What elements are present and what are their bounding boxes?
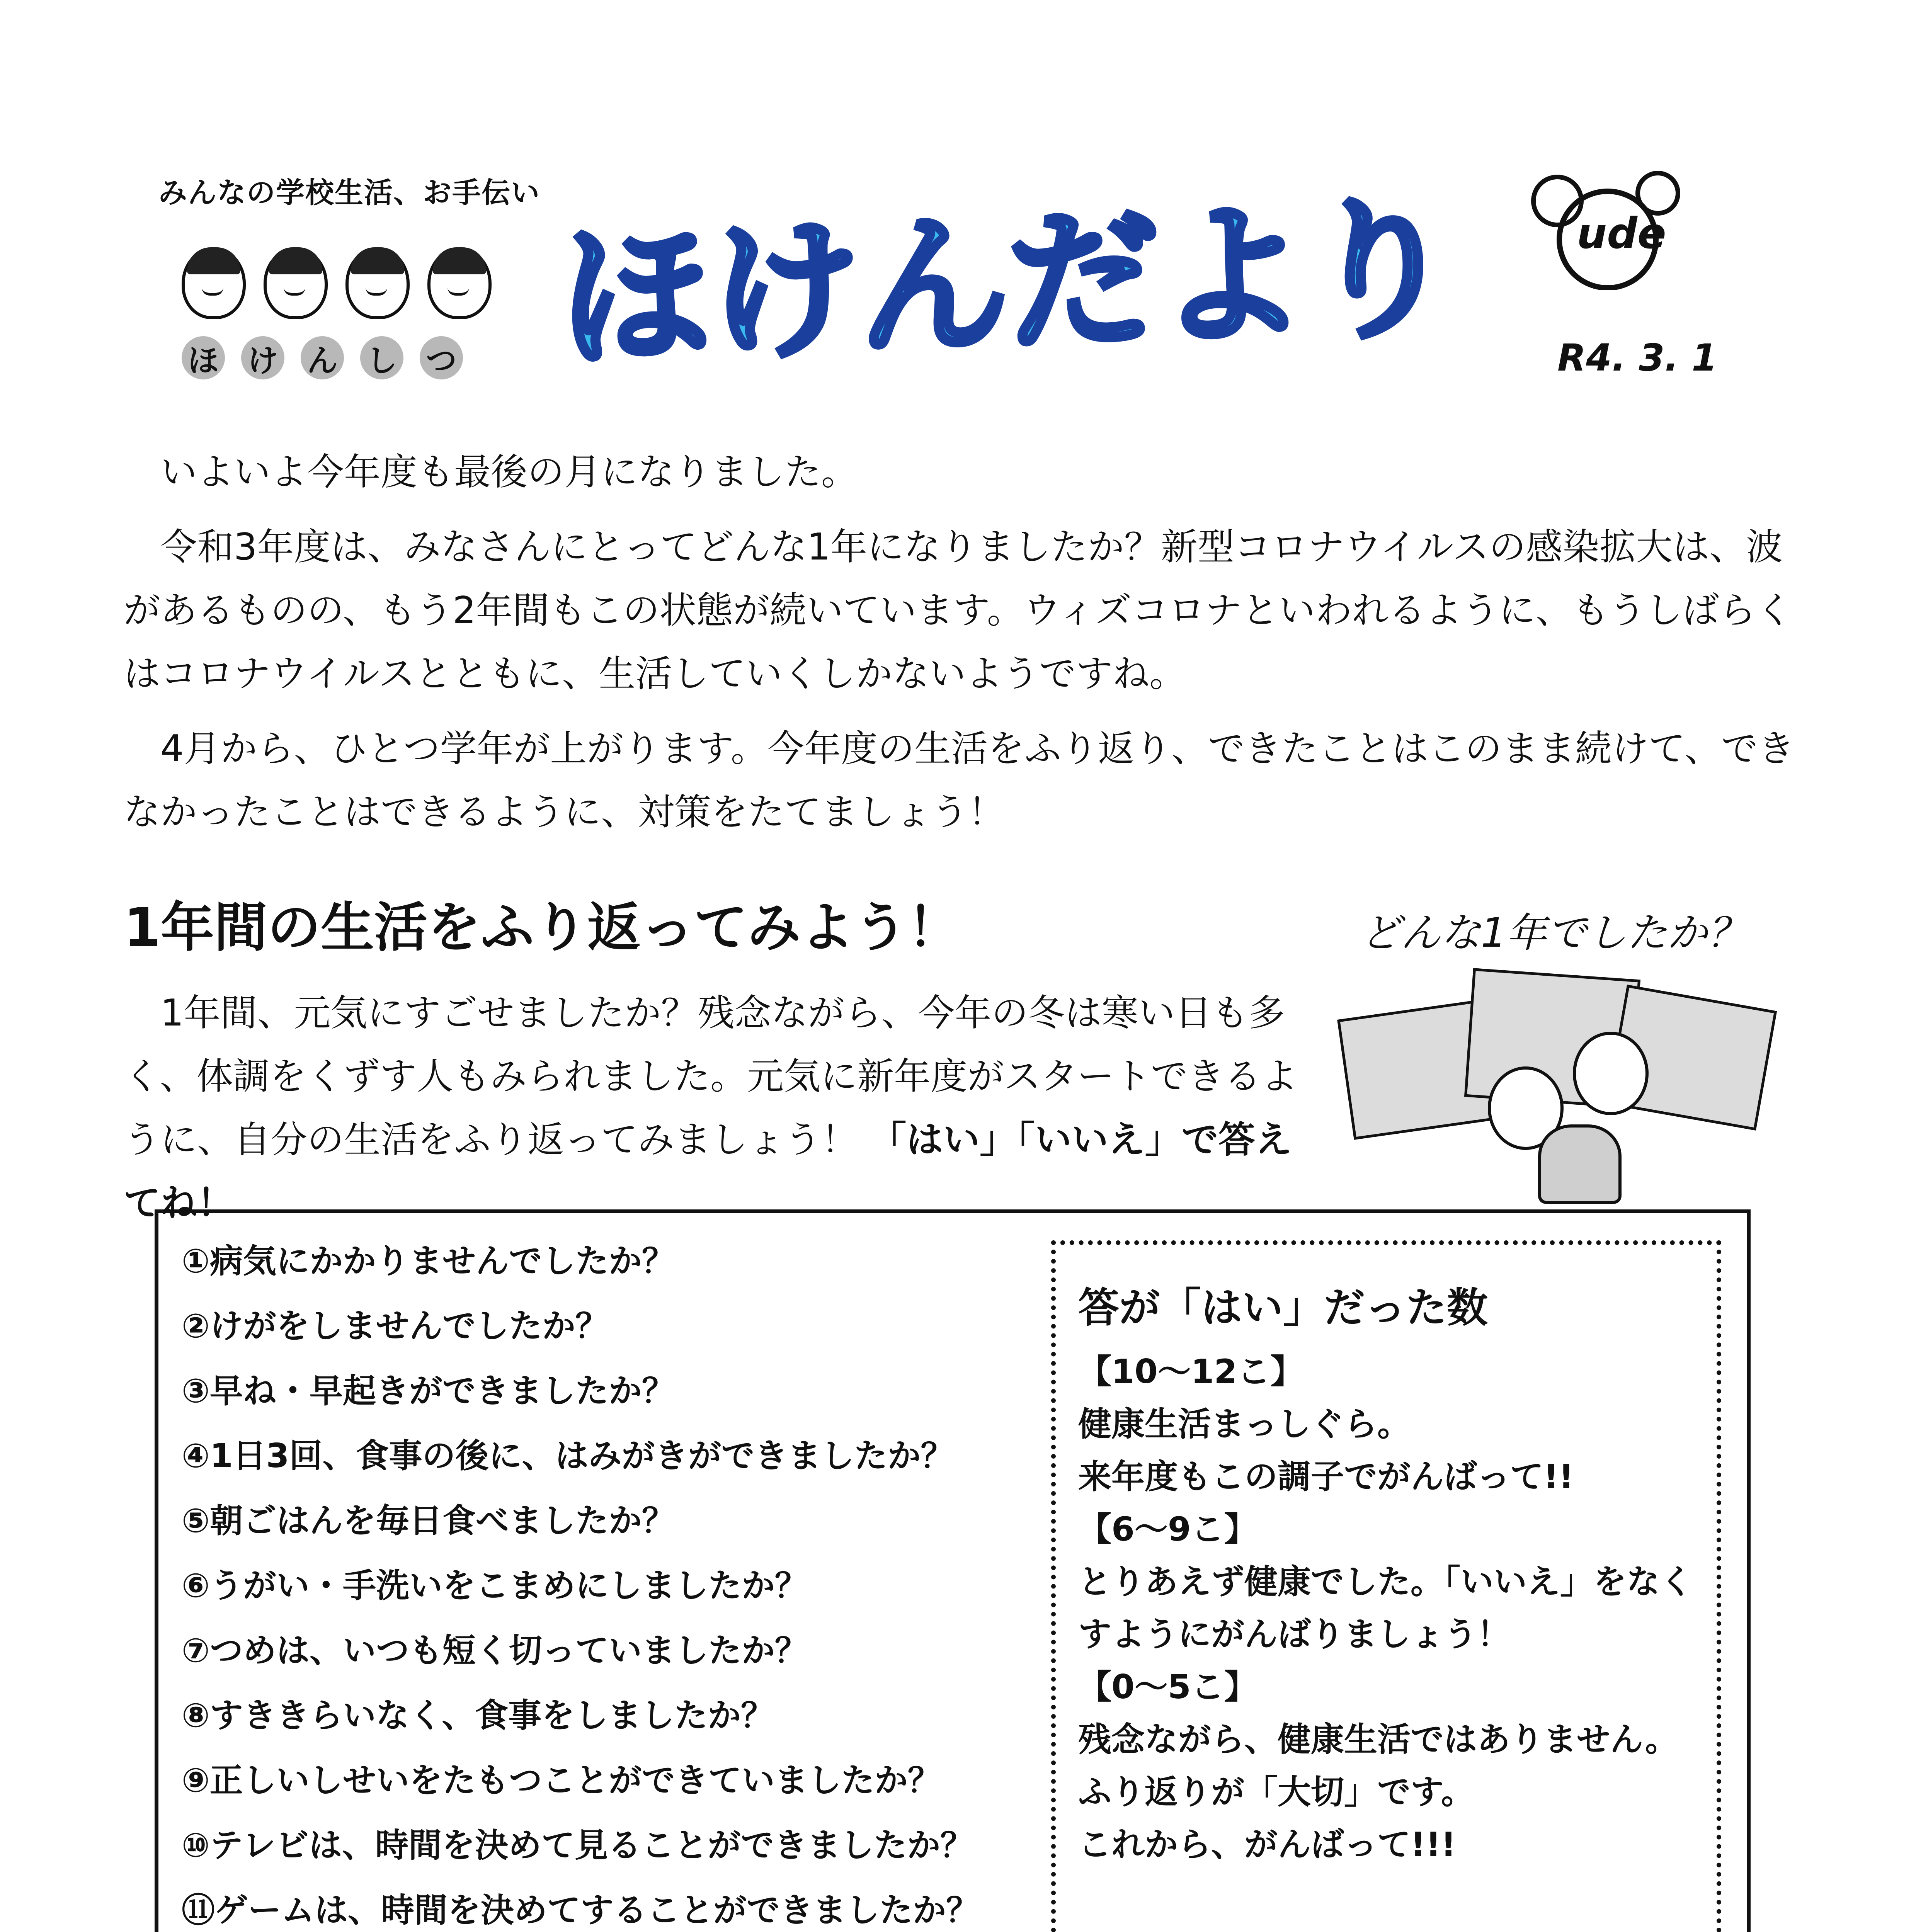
answer-line: これから、がんばって!!! xyxy=(1078,1825,1456,1864)
logo-text: ude xyxy=(1577,209,1666,258)
answer-line: とりあえず健康でした。「いいえ」をなくすようにがんばりましょう！ xyxy=(1078,1563,1693,1654)
question-item: ⑪ゲームは、時間を決めてすることができましたか？ xyxy=(182,1891,979,1930)
answer-line: 健康生活まっしぐら。 xyxy=(1078,1405,1411,1444)
intro-paragraph: いよいよ今年度も最後の月になりました。 xyxy=(160,451,858,493)
circle-char: け xyxy=(241,336,284,379)
kid-face-icon xyxy=(264,247,328,319)
question-item: ⑨正しいしせいをたもつことができていましたか？ xyxy=(182,1761,941,1800)
kid-face-icon xyxy=(427,247,492,319)
circle-char: ん xyxy=(301,336,344,379)
section1-body xyxy=(124,981,1306,1235)
answer-title: 答が「はい」だった数 xyxy=(1078,1284,1488,1332)
family-photos-illustration xyxy=(1345,962,1770,1202)
section1-text: 1年間、元気にすごせましたか？残念ながら、今年の冬は寒い日も多く、体調をくずす人もみられました。元気に新年度がスタートできるように、自分の生活をふり返ってみましょう！ xyxy=(124,992,1298,1161)
answer-range: 【6〜9こ】 xyxy=(1078,1510,1257,1549)
answer-range: 【10〜12こ】 xyxy=(1078,1352,1304,1391)
newsletter-title: ほけんだより xyxy=(560,180,1455,387)
hokenshitsu-label xyxy=(182,336,463,379)
section1-emphasis: 「はい」「いいえ」で答えてね！ xyxy=(124,1119,1292,1225)
circle-char: つ xyxy=(420,336,463,379)
intro-paragraph: 令和3年度は、みなさんにとってどんな1年になりましたか？新型コロナウイルスの感染拡大は、波があるものの、もう2年間もこの状態が続いています。ウィズコロナといわれるように、もうしばらくはコロナウイルスとともに、生活していくしかないようですね。 xyxy=(124,526,1793,695)
question-item: ⑥うがい・手洗いをこまめにしましたか？ xyxy=(182,1566,808,1605)
question-item: ⑤朝ごはんを毎日食べましたか？ xyxy=(182,1502,675,1540)
header-subtitle: みんなの学校生活、お手伝い xyxy=(158,176,540,209)
circle-char: し xyxy=(360,336,403,379)
intro-paragraph: 4月から、ひとつ学年が上がります。今年度の生活をふり返り、できたことはこのまま続けて、できなかったことはできるように、対策をたてましょう！ xyxy=(124,728,1795,833)
answer-range: 【0〜5こ】 xyxy=(1078,1668,1257,1706)
issue-date: R4. 3. 1 xyxy=(1557,336,1718,379)
kids-illustration xyxy=(182,247,492,319)
answer-content xyxy=(1078,1275,1696,1871)
answer-line: 残念ながら、健康生活ではありません。 xyxy=(1078,1720,1679,1759)
kid-face-icon xyxy=(345,247,410,319)
answer-line: ふり返りが「大切」です。 xyxy=(1078,1773,1475,1811)
kid-face-icon xyxy=(182,247,246,319)
section1-heading: 1年間の生活をふり返ってみよう！ xyxy=(124,896,961,959)
intro xyxy=(124,440,1809,844)
question-item: ⑦つめは、いつも短く切っていましたか？ xyxy=(182,1631,808,1670)
illustration-caption: どんな1年でしたか？ xyxy=(1360,909,1748,956)
question-item: ②けがをしませんでしたか？ xyxy=(182,1307,609,1345)
question-list xyxy=(182,1229,979,1932)
question-item: ④1日3回、食事の後に、はみがきができましたか？ xyxy=(182,1437,954,1475)
circle-char: ほ xyxy=(182,336,225,379)
question-item: ⑩テレビは、時間を決めて見ることができましたか？ xyxy=(182,1826,974,1865)
answer-line: 来年度もこの調子でがんばって!! xyxy=(1078,1458,1574,1496)
question-item: ③早ね・早起きができましたか？ xyxy=(182,1372,675,1410)
question-item: ①病気にかかりませんでしたか？ xyxy=(182,1242,675,1281)
question-item: ⑧すききらいなく、食事をしましたか？ xyxy=(182,1696,774,1735)
